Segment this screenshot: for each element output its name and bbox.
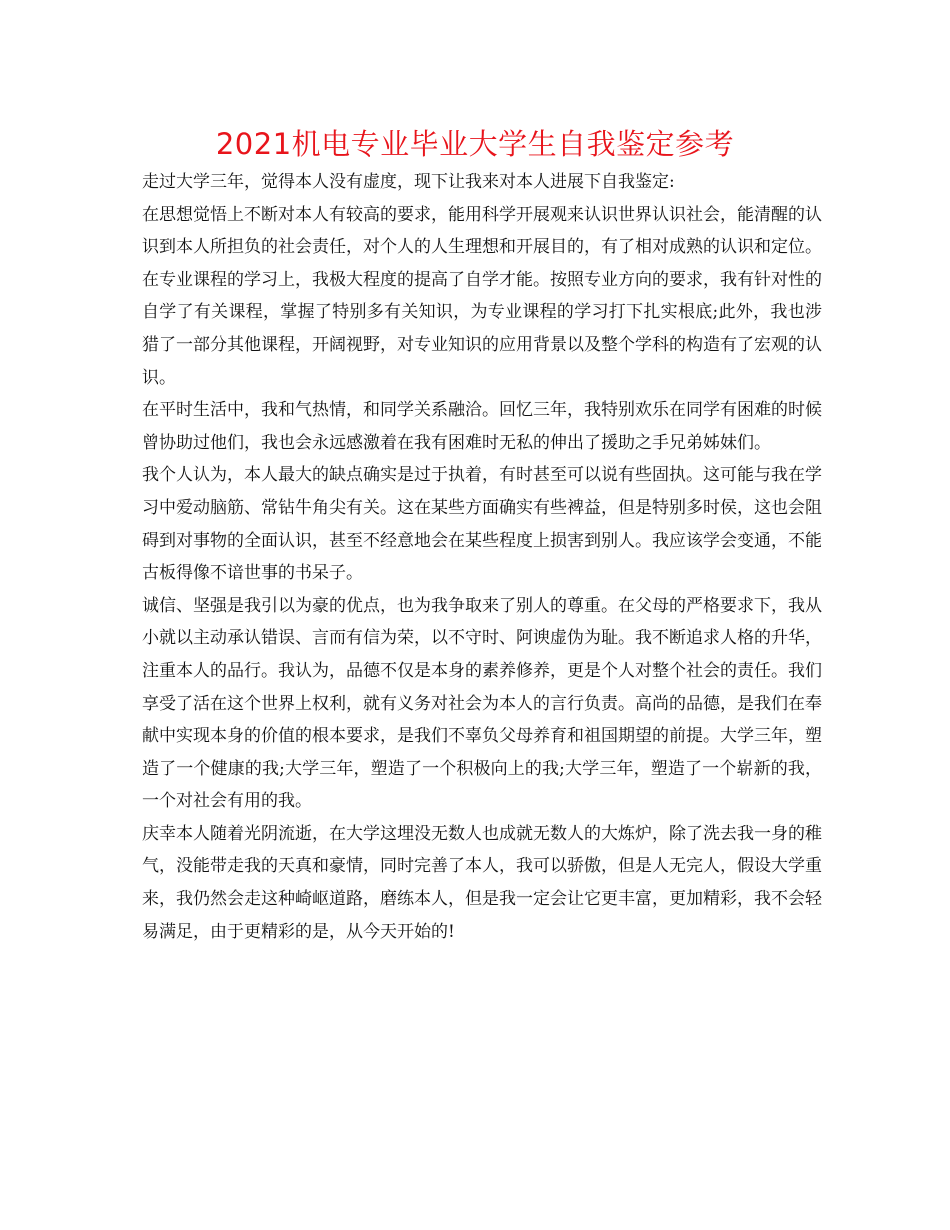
paragraph-thought-study: 在思想觉悟上不断对本人有较高的要求，能用科学开展观来认识世界认识社会，能清醒的认识到本人所担负的社会责任，对个人的人生理想和开展目的，有了相对成熟的认识和定位。在专业课程的学习上，我极大程度的提高了自学才能。按照专业方向的要求，我有针对性的自学了有关课程，掌握了特别多有关知识，为专业课程的学习打下扎实根底;此外，我也涉猎了一部分其他课程，开阔视野，对专业知识的应用背景以及整个学科的构造有了宏观的认识。 (142, 204, 822, 388)
paragraph-integrity: 诚信、坚强是我引以为豪的优点，也为我争取来了别人的尊重。在父母的严格要求下，我从小就以主动承认错误、言而有信为荣，以不守时、阿谀虚伪为耻。我不断追求人格的升华，注重本人的品行。我认为，品德不仅是本身的素养修养，更是个人对整个社会的责任。我们享受了活在这个世界上权利，就有义务对社会为本人的言行负责。高尚的品德，是我们在奉献中实现本身的价值的根本要求，是我们不辜负父母养育和祖国期望的前提。大学三年，塑造了一个健康的我;大学三年，塑造了一个积极向上的我;大学三年，塑造了一个崭新的我，一个对社会有用的我。 (142, 595, 822, 812)
paragraph-shortcoming: 我个人认为，本人最大的缺点确实是过于执着，有时甚至可以说有些固执。这可能与我在学习中爱动脑筋、常钻牛角尖有关。这在某些方面确实有些裨益，但是特别多时侯，这也会阻碍到对事物的全面认识，甚至不经意地会在某些程度上损害到别人。我应该学会变通，不能古板得像不谙世事的书呆子。 (142, 465, 822, 584)
paragraph-conclusion: 庆幸本人随着光阴流逝，在大学这埋没无数人也成就无数人的大炼炉，除了洗去我一身的稚气，没能带走我的天真和豪情，同时完善了本人，我可以骄傲，但是人无完人，假设大学重来，我仍然会走这种崎岖道路，磨练本人，但是我一定会让它更丰富，更加精彩，我不会轻易满足，由于更精彩的是，从今天开始的! (142, 823, 822, 942)
paragraph-life: 在平时生活中，我和气热情，和同学关系融洽。回忆三年，我特别欢乐在同学有困难的时候曾协助过他们，我也会永远感激着在我有困难时无私的伸出了援助之手兄弟姊妹们。 (142, 400, 822, 453)
paragraph-intro: 走过大学三年，觉得本人没有虚度，现下让我来对本人进展下自我鉴定: (142, 172, 675, 192)
document-body (142, 166, 822, 948)
document-title: 2021机电专业毕业大学生自我鉴定参考 (215, 127, 735, 161)
